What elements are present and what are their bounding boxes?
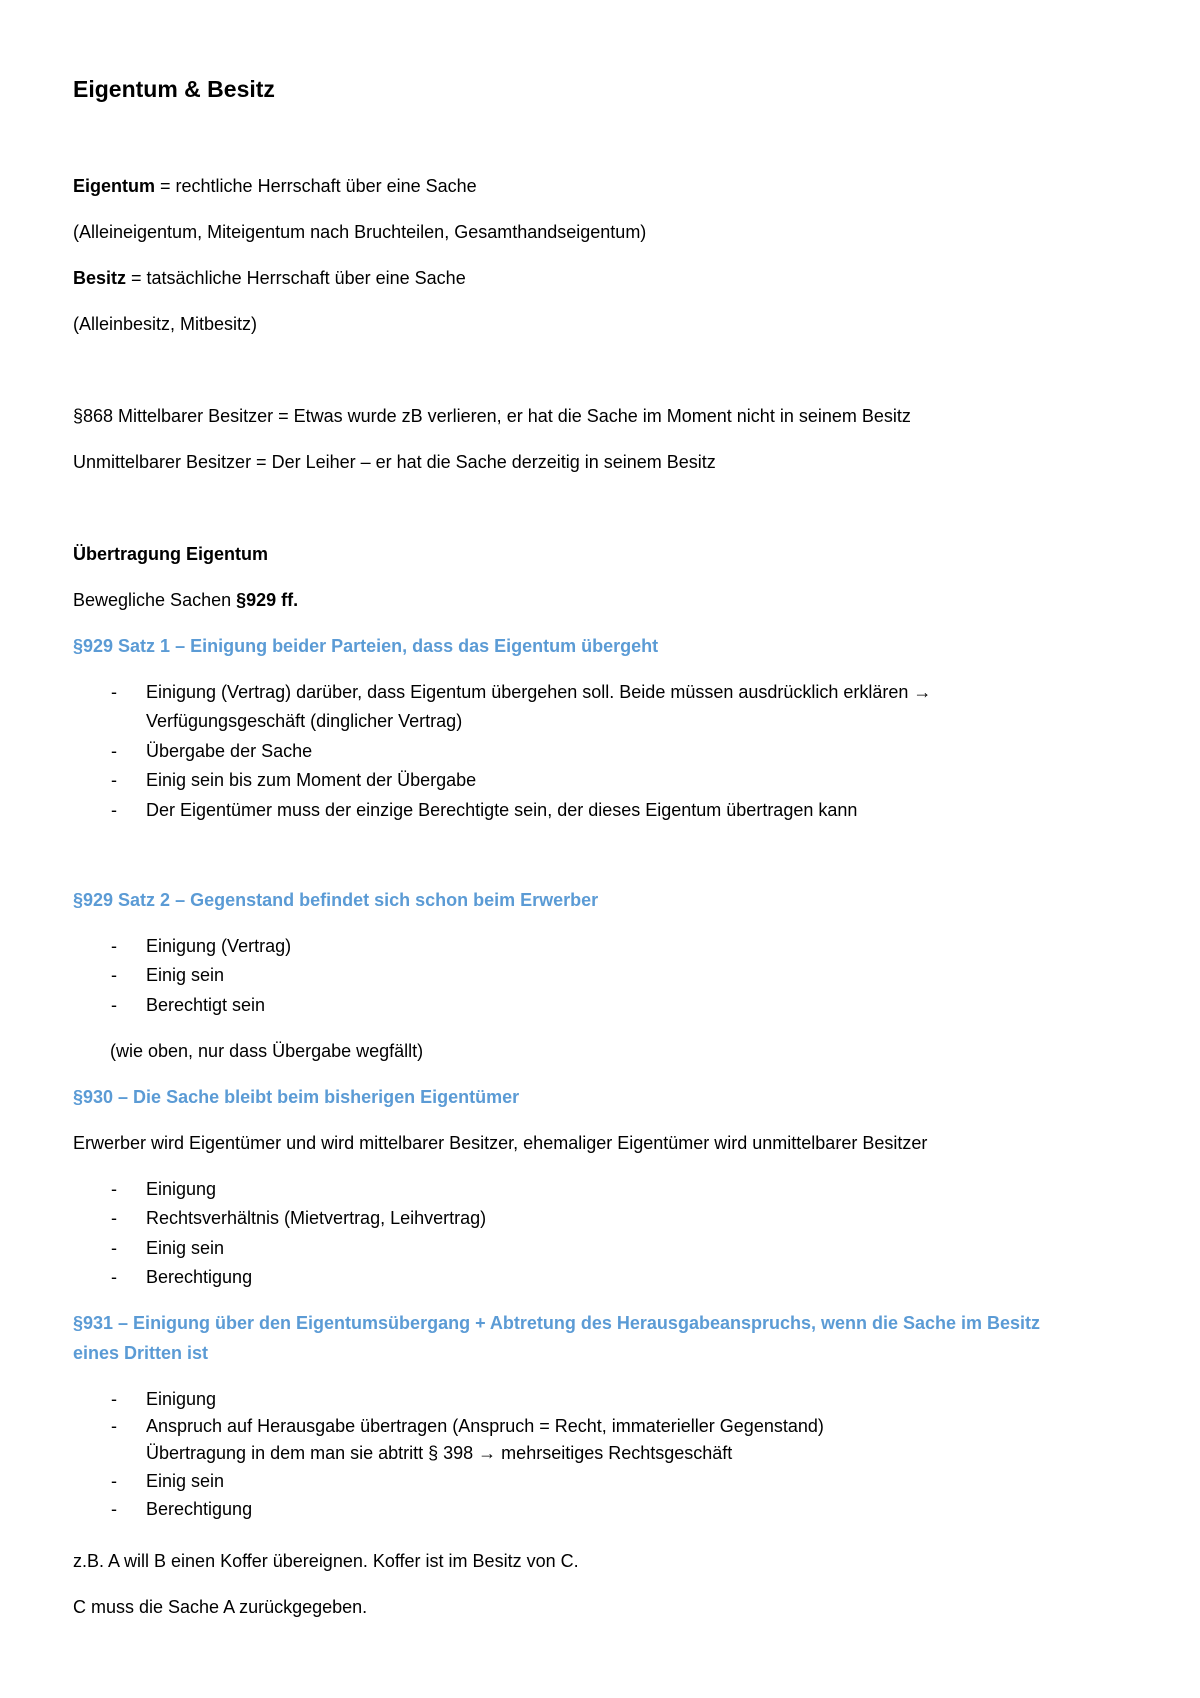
bewegliche-text: Bewegliche Sachen [73,590,237,610]
term-eigentum: Eigentum [73,176,156,196]
list-item: Einigung (Vertrag) darüber, dass Eigentum übergehen soll. Beide müssen ausdrücklich erklären → [146,682,932,702]
document-page [73,0,1133,1698]
list-bullet: - [111,965,117,985]
list-item: Einigung [146,1179,217,1199]
list-item: Einigung [146,1389,217,1409]
besitz-types: (Alleinbesitz, Mitbesitz) [73,314,258,334]
list-item-continuation: Verfügungsgeschäft (dinglicher Vertrag) [146,711,463,731]
heading-929-satz-2: §929 Satz 2 – Gegenstand befindet sich schon beim Erwerber [73,890,599,910]
example-line-2: C muss die Sache A zurückgegeben. [73,1597,368,1617]
eigentum-types: (Alleineigentum, Miteigentum nach Bruchteilen, Gesamthandseigentum) [73,222,647,242]
list-bullet: - [111,682,117,702]
list-bullet: - [111,995,117,1015]
list-bullet: - [111,1471,117,1491]
list-item-continuation: Übertragung in dem man sie abtritt § 398 → mehrseitiges Rechtsgeschäft [146,1443,733,1463]
heading-931-line-1: §931 – Einigung über den Eigentumsübergang + Abtretung des Herausgabeanspruchs, wenn die Sache im Besitz [73,1313,1041,1333]
list-bullet: - [111,1416,117,1436]
list-bullet: - [111,1208,117,1228]
definition-besitz [73,266,466,290]
definition-eigentum [73,174,477,198]
list-item: Berechtigung [146,1267,253,1287]
heading-931-line-2: eines Dritten ist [73,1343,209,1363]
page-title: Eigentum & Besitz [73,76,275,102]
note-929-satz-2: (wie oben, nur dass Übergabe wegfällt) [110,1041,424,1061]
list-bullet: - [111,936,117,956]
list-bullet: - [111,1389,117,1409]
list-bullet: - [111,1238,117,1258]
list-item: Anspruch auf Herausgabe übertragen (Anspruch = Recht, immaterieller Gegenstand) [146,1416,824,1436]
list-item: Rechtsverhältnis (Mietvertrag, Leihvertrag) [146,1208,487,1228]
list-bullet: - [111,1499,117,1519]
list-item: Berechtigung [146,1499,253,1519]
list-bullet: - [111,800,117,820]
mittelbarer-besitzer: §868 Mittelbarer Besitzer = Etwas wurde zB verlieren, er hat die Sache im Moment nicht in seinem Besitz [73,406,911,426]
list-item: Einigung (Vertrag) [146,936,292,956]
heading-929-satz-1: §929 Satz 1 – Einigung beider Parteien, dass das Eigentum übergeht [73,636,659,656]
list-item: Einig sein [146,1471,225,1491]
example-line-1: z.B. A will B einen Koffer übereignen. Koffer ist im Besitz von C. [73,1551,579,1571]
unmittelbarer-besitzer: Unmittelbarer Besitzer = Der Leiher – er hat die Sache derzeitig in seinem Besitz [73,452,716,472]
list-item: Der Eigentümer muss der einzige Berechtigte sein, der dieses Eigentum übertragen kann [146,800,858,820]
list-item: Übergabe der Sache [146,741,313,761]
list-bullet: - [111,741,117,761]
list-bullet: - [111,1267,117,1287]
term-besitz: Besitz [73,268,127,288]
list-item: Einig sein [146,965,225,985]
section-heading: Übertragung Eigentum [73,544,269,564]
definition-text: = tatsächliche Herrschaft über eine Sache [126,268,466,288]
heading-930: §930 – Die Sache bleibt beim bisherigen Eigentümer [73,1087,520,1107]
bewegliche-sachen [73,588,298,612]
list-item: Einig sein bis zum Moment der Übergabe [146,770,477,790]
paragraph-ref: §929 ff. [236,590,299,610]
text-930: Erwerber wird Eigentümer und wird mittelbarer Besitzer, ehemaliger Eigentümer wird unmittelbarer Besitzer [73,1133,928,1153]
list-item: Berechtigt sein [146,995,266,1015]
list-bullet: - [111,1179,117,1199]
definition-text: = rechtliche Herrschaft über eine Sache [155,176,477,196]
list-item: Einig sein [146,1238,225,1258]
list-bullet: - [111,770,117,790]
